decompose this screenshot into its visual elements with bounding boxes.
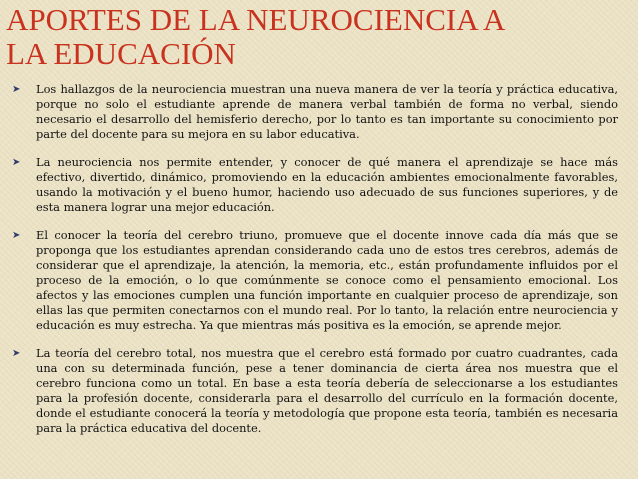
bullet-text: La neurociencia nos permite entender, y conocer de qué manera el aprendizaje se hace más efectivo, divertido, dinámico, promoviendo en la educación ambientes emocionalmente favorables, usando la motivación y el bueno humor, haciendo uso adecuado de sus funciones superiores, y de esta manera lograr una mejor educación. xyxy=(36,155,618,214)
arrow-right-icon: ➤ xyxy=(12,157,21,168)
slide-title-line-2: LA EDUCACIÓN xyxy=(6,36,236,71)
arrow-right-icon: ➤ xyxy=(12,230,21,241)
bullet-list xyxy=(10,82,618,449)
bullet-item xyxy=(10,82,618,142)
arrow-right-icon: ➤ xyxy=(12,348,21,359)
bullet-text: Los hallazgos de la neurociencia muestran una nueva manera de ver la teoría y práctica educativa, porque no solo el estudiante aprende de manera verbal también de forma no verbal, siendo necesario el desarrollo del hemisferio derecho, por lo tanto es tan importante su conocimiento por parte del docente para su mejora en su labor educativa. xyxy=(36,82,618,141)
arrow-right-icon: ➤ xyxy=(12,84,21,95)
bullet-item xyxy=(10,155,618,215)
bullet-item xyxy=(10,346,618,436)
slide-title-line-1: APORTES DE LA NEUROCIENCIA A xyxy=(6,2,506,37)
bullet-item xyxy=(10,228,618,333)
slide-title xyxy=(6,3,626,71)
bullet-text: El conocer la teoría del cerebro triuno, promueve que el docente innove cada día más que se proponga que los estudiantes aprendan considerando cada uno de estos tres cerebros, además de considerar que el aprendizaje, la atención, la memoria, etc., están profundamente influidos por el proceso de la emoción, o lo que comúnmente se conoce como el pensamiento emocional. Los afectos y las emociones cumplen una función importante en cualquier proceso de aprendizaje, son ellas las que permiten conectarnos con el mundo real. Por lo tanto, la relación entre neurociencia y educación es muy estrecha. Ya que mientras más positiva es la emoción, se aprende mejor. xyxy=(36,228,618,332)
bullet-text: La teoría del cerebro total, nos muestra que el cerebro está formado por cuatro cuadrantes, cada una con su determinada función, pese a tener dominancia de cierta área nos muestra que el cerebro funciona como un total. En base a esta teoría debería de seleccionarse a los estudiantes para la profesión docente, considerarla para el desarrollo del currículo en la formación docente, donde el estudiante conocerá la teoría y metodología que propone esta teoría, también es necesaria para la práctica educativa del docente. xyxy=(36,346,618,435)
